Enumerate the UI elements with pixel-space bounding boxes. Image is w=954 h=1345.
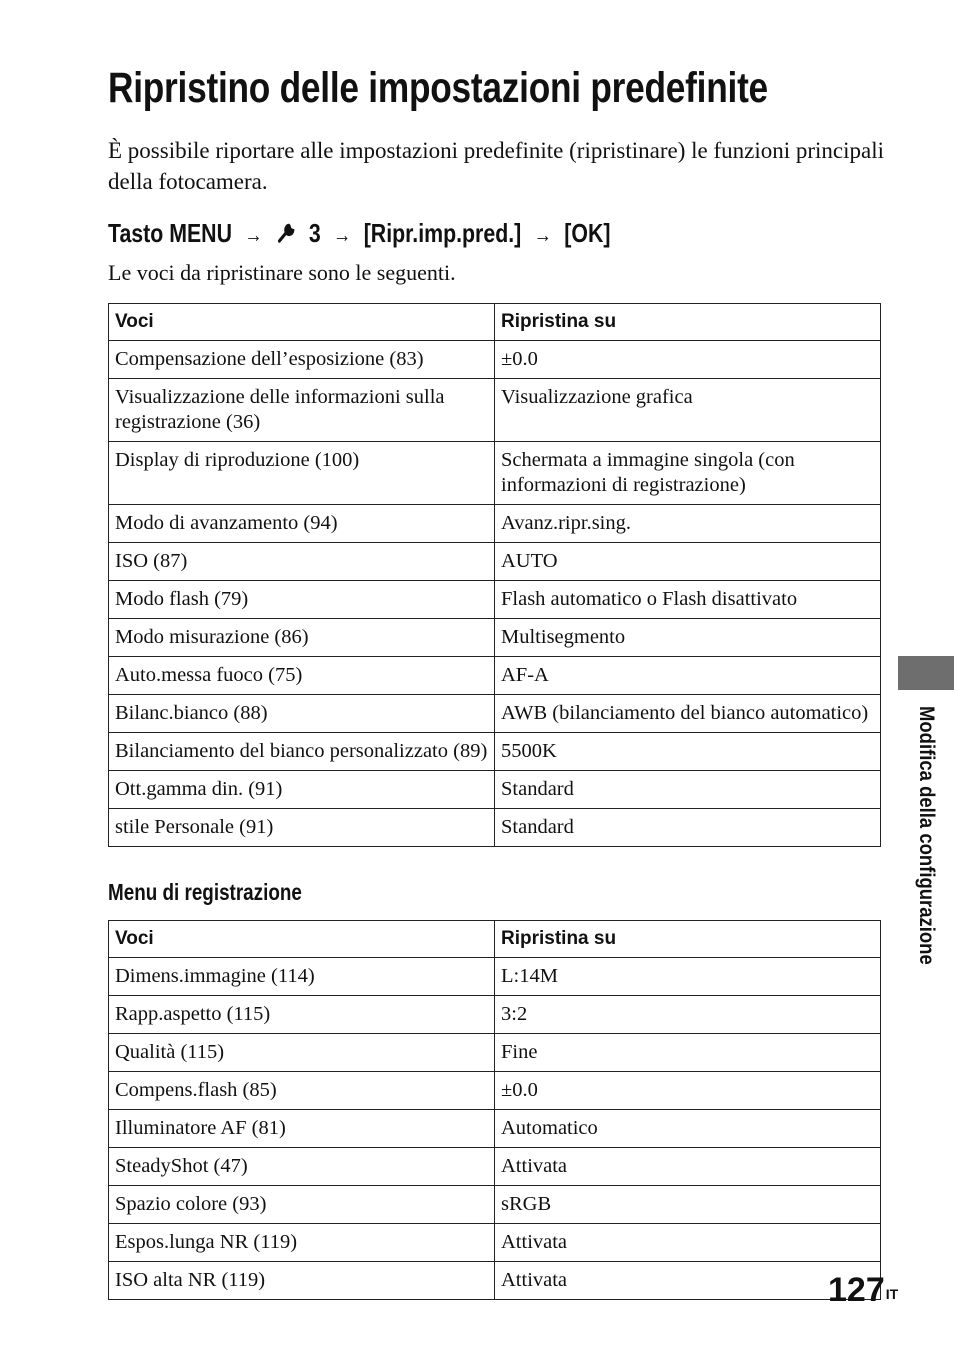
menu-path-confirm: [OK] [564, 218, 611, 248]
reset-value-cell: AF-A [495, 657, 881, 695]
table-body [109, 341, 881, 847]
setting-name-cell: Visualizzazione delle informazioni sulla registrazione (36) [109, 379, 495, 442]
reset-value-cell: Automatico [495, 1110, 881, 1148]
table-row [109, 543, 881, 581]
setting-name-cell: Spazio colore (93) [109, 1186, 495, 1224]
table-row [109, 958, 881, 996]
setting-name-cell: Ott.gamma din. (91) [109, 771, 495, 809]
table-row [109, 695, 881, 733]
table-header-row [109, 921, 881, 958]
table-row [109, 581, 881, 619]
chapter-side-label: Modifica della configurazione [915, 706, 938, 965]
reset-value-cell: sRGB [495, 1186, 881, 1224]
reset-value-cell: Standard [495, 809, 881, 847]
reset-table-general [108, 303, 881, 847]
column-header-items: Voci [109, 304, 495, 341]
reset-value-cell: Avanz.ripr.sing. [495, 505, 881, 543]
setting-name-cell: Modo flash (79) [109, 581, 495, 619]
table-row [109, 809, 881, 847]
table-row [109, 1224, 881, 1262]
menu-path-setup-number: 3 [308, 218, 321, 248]
reset-value-cell: ±0.0 [495, 341, 881, 379]
setting-name-cell: SteadyShot (47) [109, 1148, 495, 1186]
arrow-icon: → [533, 222, 552, 247]
reset-table-recording-menu [108, 920, 881, 1300]
reset-value-cell: Standard [495, 771, 881, 809]
table-body [109, 958, 881, 1300]
reset-value-cell: Schermata a immagine singola (con informazioni di registrazione) [495, 442, 881, 505]
reset-value-cell: ±0.0 [495, 1072, 881, 1110]
menu-path-start: Tasto MENU [108, 218, 232, 248]
setting-name-cell: Illuminatore AF (81) [109, 1110, 495, 1148]
reset-value-cell: Attivata [495, 1262, 881, 1300]
setting-name-cell: Rapp.aspetto (115) [109, 996, 495, 1034]
page-title: Ripristino delle impostazioni predefinite [108, 64, 768, 112]
menu-path-item: [Ripr.imp.pred.] [363, 218, 522, 248]
reset-value-cell: L:14M [495, 958, 881, 996]
table-row [109, 1034, 881, 1072]
column-header-reset-to: Ripristina su [495, 921, 881, 958]
reset-value-cell: AUTO [495, 543, 881, 581]
menu-path [108, 216, 737, 252]
reset-value-cell: AWB (bilanciamento del bianco automatico) [495, 695, 881, 733]
table-row [109, 442, 881, 505]
intro-paragraph: È possibile riportare alle impostazioni predefinite (ripristinare) le funzioni principali della fotocamera. [108, 138, 884, 194]
setting-name-cell: ISO (87) [109, 543, 495, 581]
column-header-reset-to: Ripristina su [495, 304, 881, 341]
table-row [109, 996, 881, 1034]
setting-name-cell: Display di riproduzione (100) [109, 442, 495, 505]
chapter-tab-marker [898, 656, 954, 690]
table-row [109, 341, 881, 379]
reset-value-cell: Flash automatico o Flash disattivato [495, 581, 881, 619]
table-header-row [109, 304, 881, 341]
lead-text: Le voci da ripristinare sono le seguenti. [108, 260, 456, 285]
arrow-icon: → [244, 222, 263, 247]
setting-name-cell: Dimens.immagine (114) [109, 958, 495, 996]
setting-name-cell: Espos.lunga NR (119) [109, 1224, 495, 1262]
setting-name-cell: ISO alta NR (119) [109, 1262, 495, 1300]
setting-name-cell: Bilanciamento del bianco personalizzato (89) [109, 733, 495, 771]
setting-name-cell: Modo di avanzamento (94) [109, 505, 495, 543]
reset-value-cell: Multisegmento [495, 619, 881, 657]
section-heading-recording-menu: Menu di registrazione [108, 879, 302, 905]
reset-value-cell: 3:2 [495, 996, 881, 1034]
table-row [109, 1262, 881, 1300]
reset-value-cell: Attivata [495, 1148, 881, 1186]
table-row [109, 1072, 881, 1110]
table-row [109, 379, 881, 442]
table-row [109, 505, 881, 543]
table-row [109, 1110, 881, 1148]
setting-name-cell: Auto.messa fuoco (75) [109, 657, 495, 695]
page-number: $127^{IT}$ [828, 1271, 899, 1309]
setting-name-cell: Bilanc.bianco (88) [109, 695, 495, 733]
column-header-items: Voci [109, 921, 495, 958]
reset-value-cell: Visualizzazione grafica [495, 379, 881, 442]
setting-name-cell: Compens.flash (85) [109, 1072, 495, 1110]
table-row [109, 733, 881, 771]
table-row [109, 657, 881, 695]
setting-name-cell: stile Personale (91) [109, 809, 495, 847]
reset-value-cell: Attivata [495, 1224, 881, 1262]
arrow-icon: → [333, 222, 352, 247]
table-row [109, 771, 881, 809]
reset-value-cell: Fine [495, 1034, 881, 1072]
table-row [109, 1186, 881, 1224]
reset-value-cell: 5500K [495, 733, 881, 771]
wrench-icon [277, 221, 297, 245]
table-row [109, 619, 881, 657]
page-language-code: IT [885, 1286, 899, 1302]
setting-name-cell: Compensazione dell’esposizione (83) [109, 341, 495, 379]
table-row [109, 1148, 881, 1186]
setting-name-cell: Qualità (115) [109, 1034, 495, 1072]
setting-name-cell: Modo misurazione (86) [109, 619, 495, 657]
